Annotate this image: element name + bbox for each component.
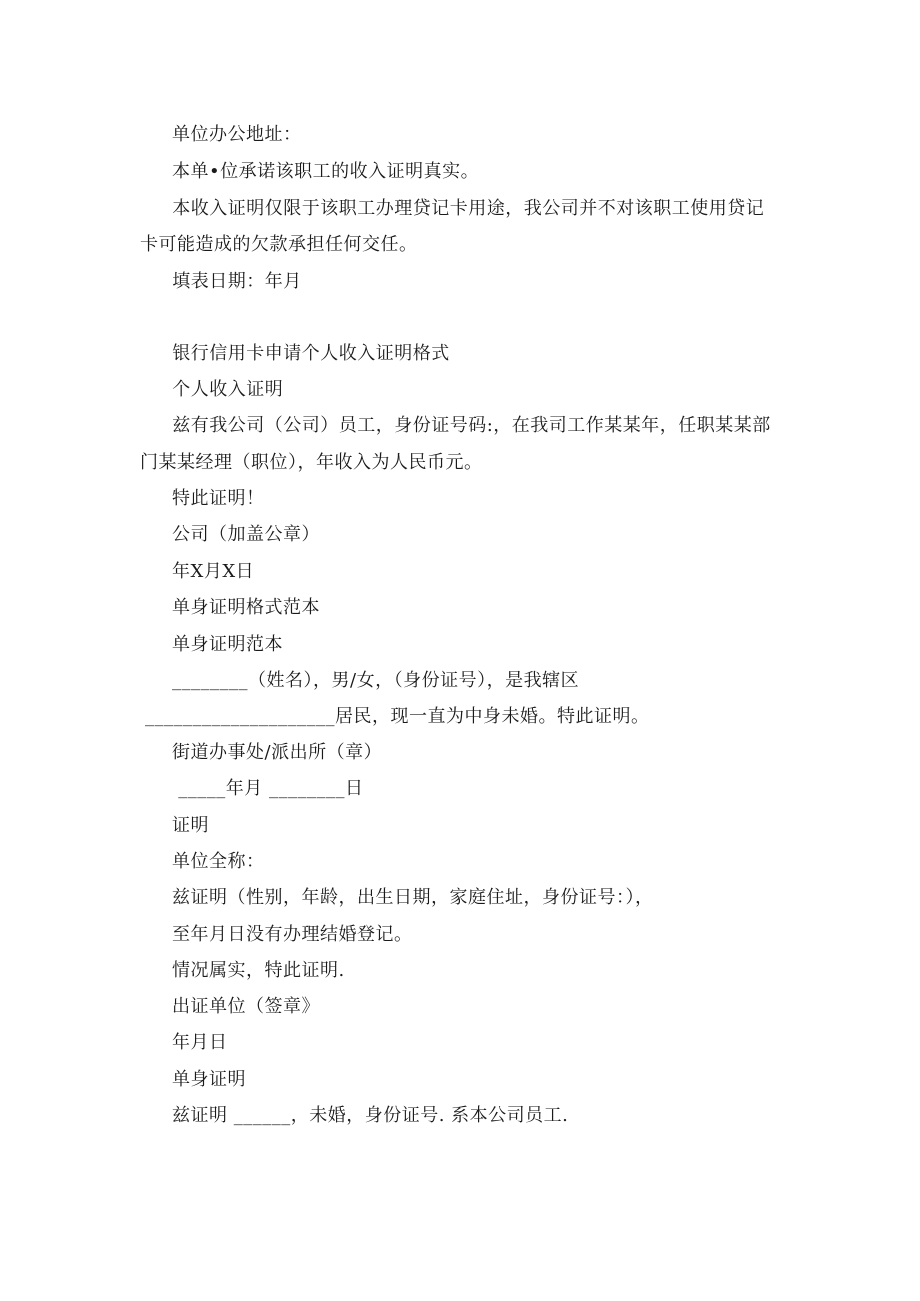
doc-line-certificate: 证明 — [172, 815, 209, 836]
doc-line-company-seal: 公司（加盖公章） — [172, 524, 320, 545]
doc-line-unit-fullname: 单位全称： — [172, 851, 265, 872]
doc-line-issuer-seal: 出证单位（签章》 — [172, 996, 320, 1017]
doc-line-no-marriage: 至年月日没有办理结婚登记。 — [172, 924, 413, 945]
doc-line-usage-1: 本收入证明仅限于该职工办理贷记卡用途，我公司并不对该职工使用贷记 — [166, 198, 765, 219]
doc-line-proof-details: 兹证明（性别，年龄，出生日期，家庭住址，身份证号：）， — [172, 887, 654, 908]
doc-line-date-x: 年X月X日 — [172, 561, 255, 582]
doc-line-income-title: 个人收入证明 — [166, 379, 284, 400]
doc-line-truthful: 情况属实，特此证明. — [172, 960, 345, 981]
doc-line-date-blanks: _____年月 ________日 — [172, 778, 364, 799]
doc-line-employee-unmarried: 兹证明 ______，未婚，身份证号. 系本公司员工. — [172, 1105, 569, 1126]
doc-line-resident: ____________________居民，现一直为中身未婚。特此证明。 — [145, 706, 650, 727]
doc-line-name-gender: ________（姓名），男/女，（身份证号），是我辖区 — [172, 670, 580, 691]
doc-line-single-cert: 单身证明 — [172, 1069, 246, 1090]
doc-line-usage-2: 卡可能造成的欠款承担任何交任。 — [140, 234, 418, 255]
doc-line-street-office: 街道办事处/派出所（章） — [172, 742, 383, 763]
doc-line-ymd: 年月日 — [172, 1032, 228, 1053]
doc-line-section-title: 银行信用卡申请个人收入证明格式 — [166, 343, 450, 364]
doc-line-office-address: 单位办公地址： — [172, 124, 302, 145]
doc-line-fill-date: 填表日期：年月 — [166, 271, 302, 292]
doc-line-hereby-certify: 特此证明！ — [172, 488, 265, 509]
doc-line-single-format: 单身证明格式范本 — [172, 597, 320, 618]
doc-line-single-sample: 单身证明范本 — [172, 634, 283, 655]
doc-line-commitment: 本单•位承诺该职工的收入证明真实。 — [172, 161, 480, 182]
doc-line-income-body-1: 兹有我公司（公司）员工，身份证号码:，在我司工作某某年，任职某某部 — [166, 415, 771, 436]
doc-line-income-body-2: 门某某经理（职位），年收入为人民币元。 — [140, 452, 483, 473]
